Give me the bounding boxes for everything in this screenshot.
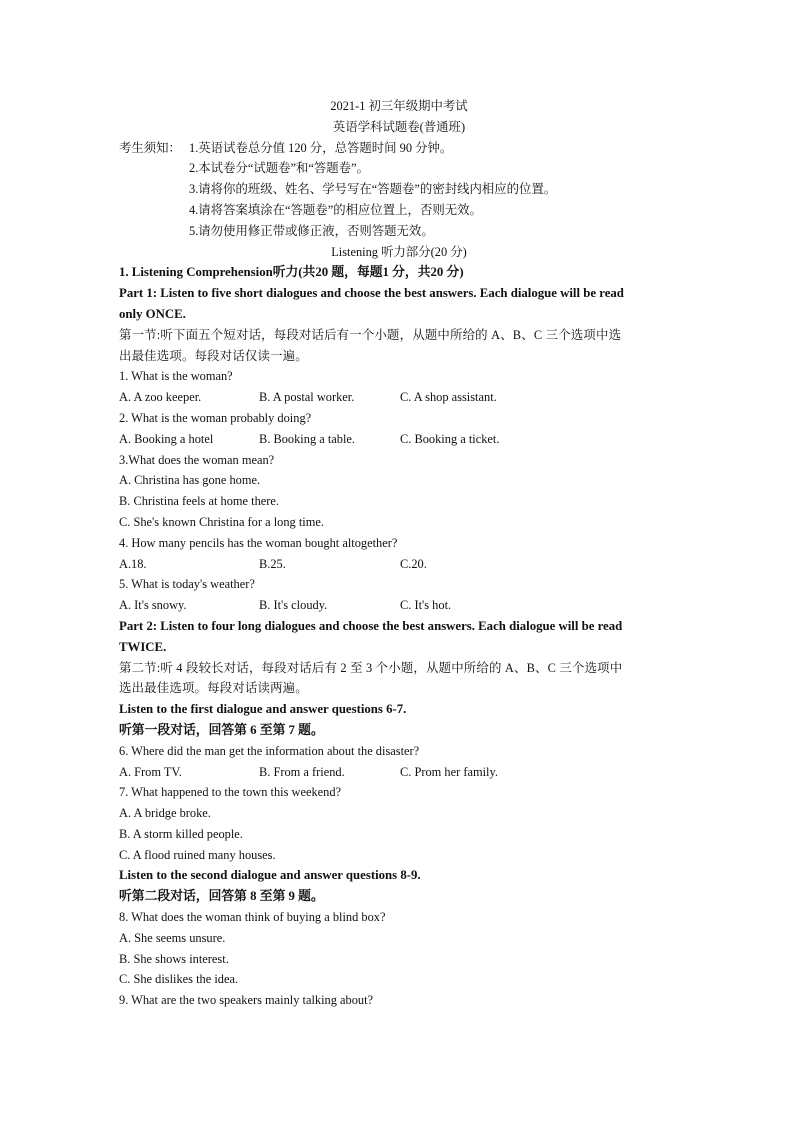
question-6: 6. Where did the man get the information about the disaster? xyxy=(119,743,420,758)
option-a: A. It's snowy. xyxy=(119,598,187,613)
question-5-options xyxy=(119,595,679,616)
option-c: C.20. xyxy=(400,556,427,571)
option-c: C. Prom her family. xyxy=(400,764,498,779)
exam-title: 2021-1 初三年级期中考试 xyxy=(330,99,468,113)
exam-subtitle: 英语学科试题卷(普通班) xyxy=(332,119,466,134)
dialogue-1-heading-cn: 听第一段对话，回答第 6 至第 7 题。 xyxy=(119,722,324,737)
part1-heading: Part 1: Listen to five short dialogues and choose the best answers. Each dialogue will be read xyxy=(119,286,624,301)
question-4: 4. How many pencils has the woman bought altogether? xyxy=(119,535,398,550)
option-a: A. From TV. xyxy=(119,764,182,779)
option-a: A.18. xyxy=(119,556,147,571)
notice-item: 3.请将你的班级、姓名、学号写在“答题卷”的密封线内相应的位置。 xyxy=(189,182,557,197)
question-5: 5. What is today's weather? xyxy=(119,577,255,592)
dialogue-2-heading-cn: 听第二段对话，回答第 8 至第 9 题。 xyxy=(119,889,324,904)
option-a: A. A bridge broke. xyxy=(119,806,211,821)
question-8: 8. What does the woman think of buying a blind box? xyxy=(119,910,386,925)
option-c: C. A flood ruined many houses. xyxy=(119,847,276,862)
question-7: 7. What happened to the town this weekend? xyxy=(119,785,342,800)
option-b: B. She shows interest. xyxy=(119,951,229,966)
question-1-options xyxy=(119,387,679,408)
option-b: B.25. xyxy=(259,556,286,571)
option-b: B. Christina feels at home there. xyxy=(119,494,280,509)
listening-heading: Listening 听力部分(20 分) xyxy=(331,244,467,259)
part1-heading-cont: only ONCE. xyxy=(119,306,186,321)
part2-instructions-cont: 选出最佳选项。每段对话读两遍。 xyxy=(119,681,308,696)
question-4-options xyxy=(119,554,679,575)
notice-item: 2.本试卷分“试题卷”和“答题卷”。 xyxy=(189,161,369,176)
part2-heading-cont: TWICE. xyxy=(119,639,167,654)
section-heading: 1. Listening Comprehension听力(共20 题，每题1 分，共20 分) xyxy=(119,265,464,280)
question-3: 3.What does the woman mean? xyxy=(119,452,275,467)
option-b: B. It's cloudy. xyxy=(259,598,328,613)
option-c: C. She dislikes the idea. xyxy=(119,972,239,987)
question-2-options xyxy=(119,429,679,450)
option-c: C. She's known Christina for a long time. xyxy=(119,514,324,529)
option-a: A. She seems unsure. xyxy=(119,930,226,945)
option-b: B. A storm killed people. xyxy=(119,826,243,841)
exam-notice xyxy=(119,138,679,242)
question-6-options xyxy=(119,762,679,783)
option-a: A. A zoo keeper. xyxy=(119,390,202,405)
option-a: A. Booking a hotel xyxy=(119,431,214,446)
option-a: A. Christina has gone home. xyxy=(119,473,261,488)
option-b: B. A postal worker. xyxy=(259,390,355,405)
question-1: 1. What is the woman? xyxy=(119,369,233,384)
part1-instructions-cont: 出最佳选项。每段对话仅读一遍。 xyxy=(119,348,308,363)
question-9: 9. What are the two speakers mainly talking about? xyxy=(119,993,374,1008)
part2-instructions: 第二节:听 4 段较长对话，每段对话后有 2 至 3 个小题，从题中所给的 A、B、C 三个选项中 xyxy=(119,660,623,675)
part1-instructions: 第一节:听下面五个短对话，每段对话后有一个小题，从题中所给的 A、B、C 三个选项中选 xyxy=(119,327,622,342)
notice-item: 5.请勿使用修正带或修正液，否则答题无效。 xyxy=(189,223,434,238)
notice-item: 1.英语试卷总分值 120 分，总答题时间 90 分钟。 xyxy=(189,140,453,155)
dialogue-2-heading: Listen to the second dialogue and answer questions 8-9. xyxy=(119,868,421,883)
part2-heading: Part 2: Listen to four long dialogues and choose the best answers. Each dialogue will be read xyxy=(119,618,623,633)
dialogue-1-heading: Listen to the first dialogue and answer questions 6-7. xyxy=(119,702,407,717)
notice-list xyxy=(189,138,679,242)
option-c: C. A shop assistant. xyxy=(400,390,497,405)
question-2: 2. What is the woman probably doing? xyxy=(119,410,312,425)
notice-label: 考生须知： xyxy=(119,140,181,155)
exam-page xyxy=(119,96,679,1011)
option-b: B. Booking a table. xyxy=(259,431,356,446)
option-c: C. It's hot. xyxy=(400,598,452,613)
option-c: C. Booking a ticket. xyxy=(400,431,500,446)
option-b: B. From a friend. xyxy=(259,764,345,779)
notice-item: 4.请将答案填涂在“答题卷”的相应位置上，否则无效。 xyxy=(189,202,482,217)
